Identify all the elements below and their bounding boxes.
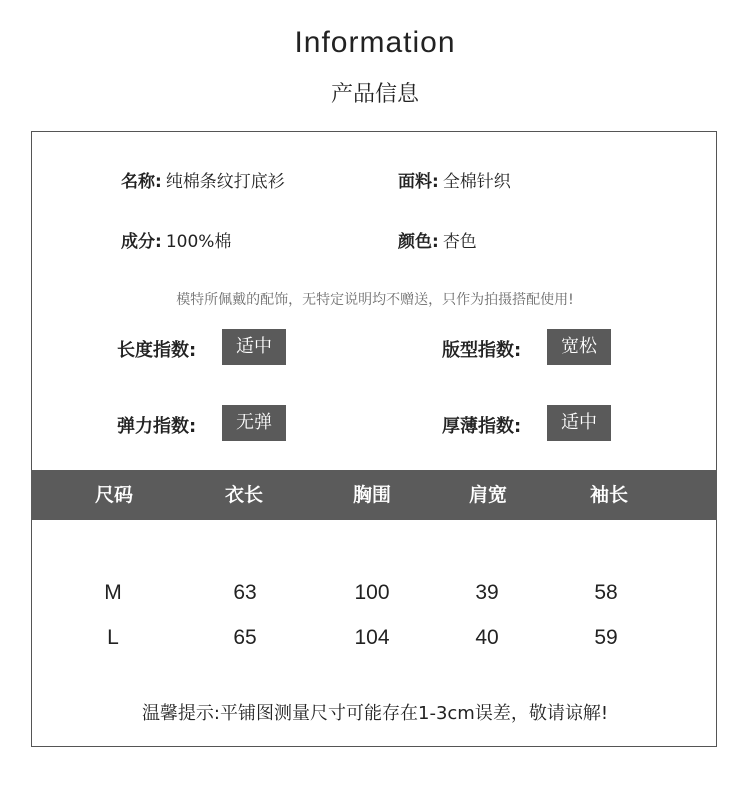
field-composition-label: 成分: [121, 232, 162, 252]
page-title-chinese: 产品信息 [330, 82, 419, 107]
table-header-size: 尺码 [94, 484, 133, 506]
field-fabric [398, 167, 511, 192]
table-cell-length: 65 [233, 626, 257, 649]
table-row [32, 626, 718, 656]
field-name-label: 名称: [121, 172, 162, 192]
field-composition-value: 100%棉 [165, 232, 232, 252]
table-cell-sleeve: 58 [594, 581, 618, 604]
index-fit-label: 版型指数: [442, 340, 522, 361]
table-cell-chest: 100 [354, 581, 390, 604]
table-cell-sleeve: 59 [594, 626, 618, 649]
table-header-sleeve: 袖长 [589, 484, 628, 506]
index-thickness-label: 厚薄指数: [442, 416, 522, 437]
table-header-length: 衣长 [224, 484, 263, 506]
accessories-note: 模特所佩戴的配饰，无特定说明均不赠送，只作为拍摄搭配使用! [176, 292, 574, 308]
table-row [32, 581, 718, 611]
table-cell-size: M [104, 581, 122, 604]
table-cell-shoulder: 40 [475, 626, 499, 649]
field-color-value: 杏色 [442, 232, 477, 252]
product-info-card [31, 131, 717, 747]
field-name-value: 纯棉条纹打底衫 [165, 172, 285, 192]
page-title-english: Information [294, 26, 456, 59]
field-name [121, 167, 285, 192]
index-thickness-badge: 适中 [547, 405, 611, 441]
table-cell-size: L [107, 626, 119, 649]
field-color-label: 颜色: [398, 232, 439, 252]
index-length-label: 长度指数: [117, 340, 197, 361]
table-cell-length: 63 [233, 581, 257, 604]
size-table-header [31, 470, 717, 520]
index-fit-badge: 宽松 [547, 329, 611, 365]
field-color [398, 227, 477, 252]
table-cell-chest: 104 [354, 626, 390, 649]
table-header-chest: 胸围 [352, 484, 391, 506]
table-header-shoulder: 肩宽 [468, 484, 507, 506]
measurement-tip: 温馨提示:平铺图测量尺寸可能存在1-3cm误差，敬请谅解! [141, 703, 609, 724]
index-length-badge: 适中 [222, 329, 286, 365]
field-fabric-value: 全棉针织 [442, 172, 511, 192]
index-elasticity-badge: 无弹 [222, 405, 286, 441]
field-composition [121, 227, 231, 252]
index-elasticity-label: 弹力指数: [117, 416, 197, 437]
table-cell-shoulder: 39 [475, 581, 499, 604]
field-fabric-label: 面料: [398, 172, 439, 192]
